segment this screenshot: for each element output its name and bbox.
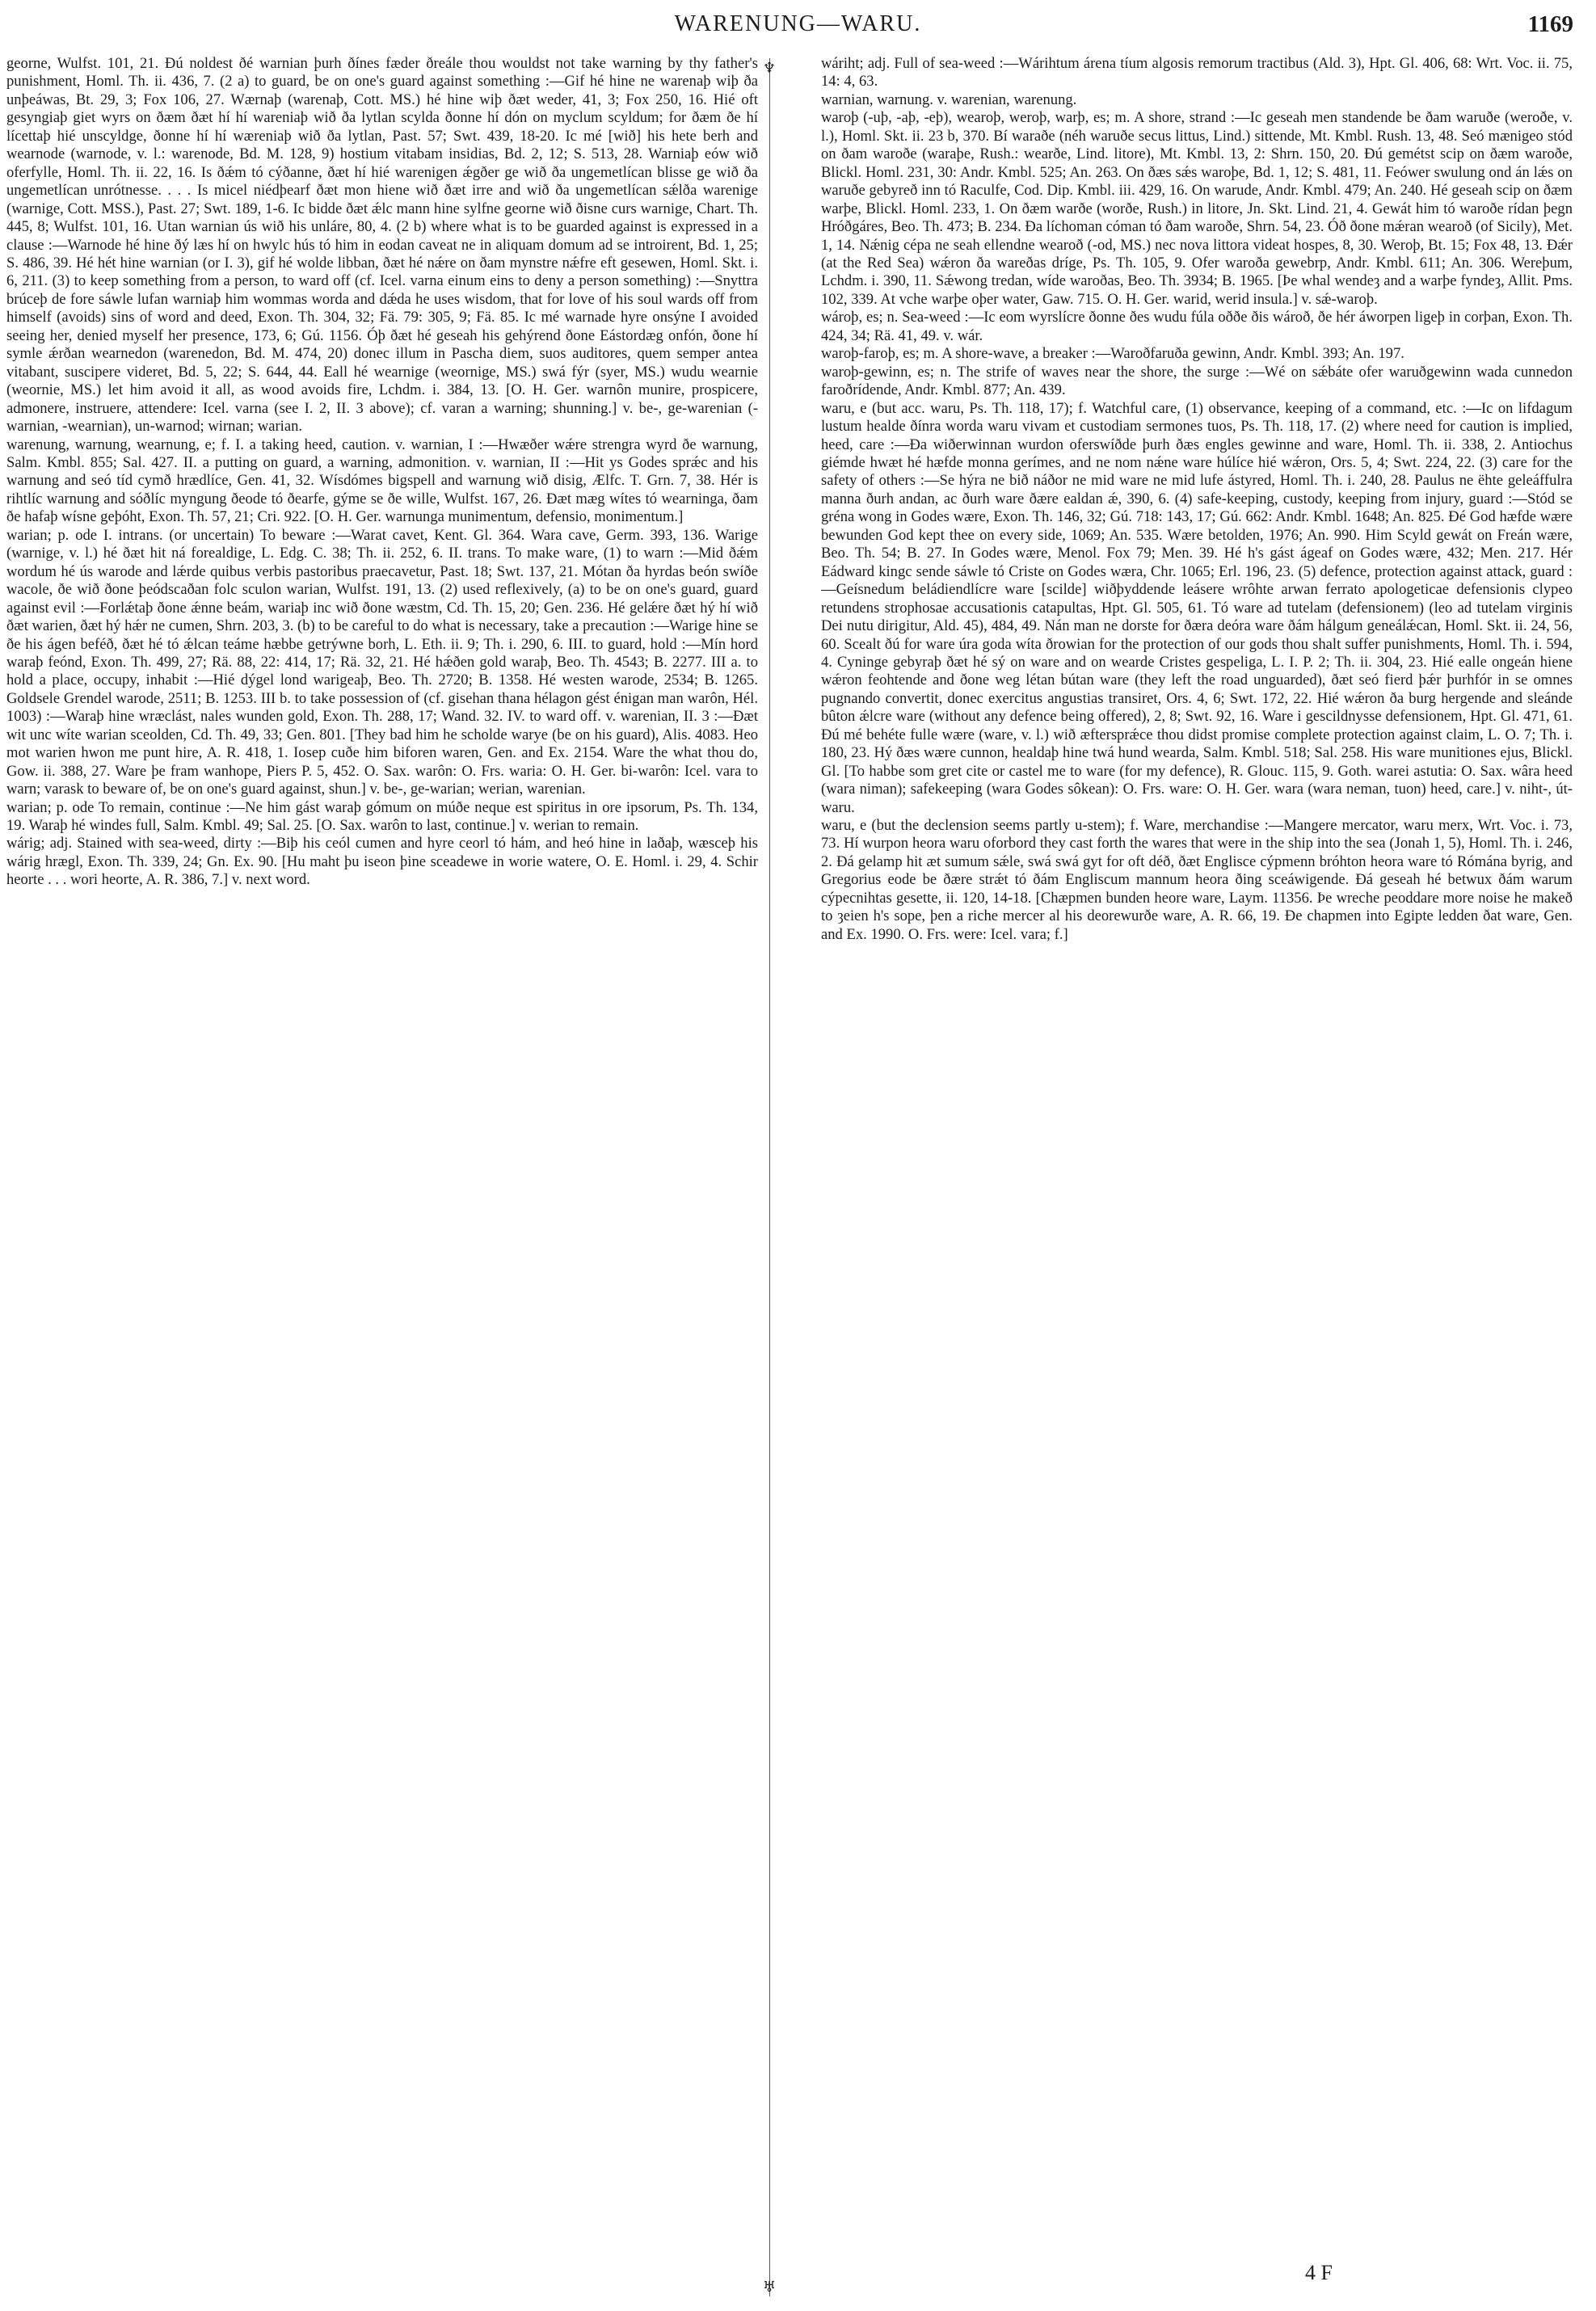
dictionary-entry: wároþ, es; n. Sea-weed :—Ic eom wyrslícre ðonne ðes wudu fúla oððe ðis wároð, ðe hér áworpen ligeþ in corþan, Exon. Th. 424, 34; Rä. 41, 49. v. wár. bbox=[821, 309, 1573, 344]
dictionary-entry: warian; p. ode To remain, continue :—Ne him gást waraþ gómum on múðe neque est spiritus in ore ipsorum, Ps. Th. 134, 19. Waraþ hé windes full, Salm. Kmbl. 49; Sal. 25. [O. Sax. warôn to last, continue.] v. werian to remain. bbox=[6, 798, 758, 835]
dictionary-entry: warenung, warnung, wearnung, e; f. I. a taking heed, caution. v. warnian, I :—Hwæðer wǽre strengra wyrd ðe warnung, Salm. Kmbl. 855; Sal. 427. II. a putting on guard, a warning, admonition. v. warnian, II :—Hit ys Godes sprǽc and his warnung and seó tíd cymð hrædlíce, Gen. 41, 32. Wísdómes bigspell and warnung wið disig, Ælfc. T. Grn. 7, 38. Hér is rihtlíc warnung and sóðlíc myngung ðeode tó ðearfe, gýme se ðe wille, Wulfst. 167, 26. Ðæt mæg wítes tó wearninga, ðam ðe hafaþ wísne geþóht, Exon. Th. 57, 21; Cri. 922. [O. H. Ger. warnunga munimentum, defensio, monimentum.] bbox=[6, 436, 758, 526]
dictionary-entry: waru, e (but the declension seems partly u-stem); f. Ware, merchandise :—Mangere mercator, waru merx, Wrt. Voc. i. 73, 73. Hí wurpon heora waru oforbord they cast forth the wares that were in the ship into the sea (Jonah 1, 5), Homl. Th. i. 246, 2. Ðá gelamp hit æt sumum sǽle, swá swá gyt for oft déð, ðæt Englisce cýpmenn bróhton heora ware tó Rómána byrig, and Gregorius eode be ðære strǽt tó ðám Engliscum mannum heora ðing sceáwigende. Ðá geseah hé betwux ðám warum cýpecnihtas gesette, ii. 120, 14-18. [Chæpmen bunden heore ware, Laym. 11356. Þe wreche peoddare more noise he makeð to ȝeien h's sope, þen a riche mercer al his deorewurðe ware, A. R. 66, 19. Ðe chapmen into Egipte ledden ðat ware, Gen. and Ex. 1990. O. Frs. were: Icel. vara; f.] bbox=[821, 817, 1573, 943]
column-divider bbox=[769, 58, 770, 2296]
top-ornament-icon: ♆ bbox=[762, 60, 777, 76]
page-header bbox=[0, 11, 1596, 44]
dictionary-entry: waroþ-faroþ, es; m. A shore-wave, a breaker :—Waroðfaruða gewinn, Andr. Kmbl. 393; An. 197. bbox=[821, 345, 1404, 363]
dictionary-entry: wáriht; adj. Full of sea-weed :—Wárihtum árena tíum algosis remorum tractibus (Ald. 3), Hpt. Gl. 406, 68: Wrt. Voc. ii. 75, 14: 4, 63. bbox=[821, 55, 1573, 91]
bottom-ornament-icon: ♅ bbox=[762, 2279, 777, 2295]
dictionary-entry: warnian, warnung. v. warenian, warenung. bbox=[821, 91, 1077, 108]
dictionary-entry: georne, Wulfst. 101, 21. Ðú noldest ðé warnian þurh ðínes fæder ðreále thou wouldst not take warning by thy father's punishment, Homl. Th. ii. 436, 7. (2 a) to guard, be on one's guard against something :—Gif hé hine ne warenaþ wiþ ða unþeáwas, Bt. 29, 3; Fox 106, 27. Wærnaþ (warenaþ, Cott. MS.) hé hine wiþ ðæt weder, 41, 3; Fox 250, 16. Hié oft gesyngiaþ giet wyrs on ðæm ðæt hí hí wareniaþ wið ða lytlan scylda ðonne hí dón on myclum scyldum; for ðæm ðe hí lícettaþ hié unscyldge, ðonne hí hí wæreniaþ wið ða lytlan, Past. 57; Swt. 439, 18-20. Ic mé [wið] his hete berh and wearnode (warnode, v. l.: warenode, Bd. M. 128, 9) hostium vitabam insidias, Bd. 2, 12; S. 513, 28. Warniaþ eów wið oferfylle, Homl. Th. ii. 22, 16. Is ðǽm tó cýðanne, ðæt hí hié warenigen ǽgðer ge wið ða ungemetlícan blisse ge wið ða ungemetlícan unrótnesse. . . . Is micel niédþearf ðæt mon hiene wið ðæt irre and wið ða ungemetlícan sǽlða warenige (warnige, Cott. MSS.), Past. 27; Swt. 189, 1-6. Ic bidde ðæt ǽlc mann hine sylfne georne wið ðisne curs warnige, Chart. Th. 445, 8; Wulfst. 101, 16. Utan warnian ús wið his unláre, 80, 4. (2 b) where what is to be guarded against is expressed in a clause :—Warnode hé hine ðý læs hí on hwylc hús tó him in eodan caveat ne in aliquam domum ad se introirent, Bd. 1, 25; S. 486, 39. Hé hét hine warnian (or I. 3), gif hé wolde libban, ðæt hé nǽre on ðam mynstre nǽfre eft gesewen, Homl. Skt. i. 6, 211. (3) to keep something from a person, to ward off (cf. Icel. varna einum eins to deny a person something) :—Snyttra brúceþ de fore sáwle lufan warniaþ him wommas worda and dǽda he uses wisdom, that for love of his soul wards off from himself (avoids) sins of word and deed, Exon. Th. 304, 32; Fä. 79: 305, 9; Fä. 85. Ic mé warnade hyre onsýne I avoided seeing her, denied myself her presence, 173, 6; Gú. 1156. Óþ ðæt hé geseah his gehýrend ðone Eástordæg onfón, ðone hí symle ǽrðan wearnedon (warenedon, Bd. M. 474, 20) donec illum in Pascha diem, suos auditores, quem semper antea vitabant, suscipere videret, Bd. 5, 22; S. 644, 44. Eall hé wearnige (weornige, MS.) swá fýr (syer, MS.) wudu wearnie (weornie, MS.) let him avoid it all, as wood avoids fire, Lchdm. i. 384, 13. [O. H. Ger. warnôn munire, prospicere, admonere, instruere, attendere: Icel. varna (see I. 2, II. 3 above); cf. varan a warning; shunning.] v. be-, ge-warenian (-warnian, -wearnian), un-warnod; wirnan; warian. bbox=[6, 55, 758, 436]
dictionary-entry: wárig; adj. Stained with sea-weed, dirty :—Biþ his ceól cumen and hyre ceorl tó hám, and heó hine in laðaþ, wæsceþ his wárig hrægl, Exon. Th. 339, 24; Gn. Ex. 90. [Hu maht þu iseon þine sceadewe in worie watere, O. E. Homl. i. 29, 4. Schir heorte . . . wori heorte, A. R. 386, 7.] v. next word. bbox=[6, 835, 758, 889]
dictionary-entry: waroþ-gewinn, es; n. The strife of waves near the shore, the surge :—Wé on sǽbáte ofer waruðgewinn wada cunnedon faroðrídende, Andr. Kmbl. 877; An. 439. bbox=[821, 363, 1573, 399]
dictionary-entry: waroþ (-uþ, -aþ, -eþ), wearoþ, weroþ, warþ, es; m. A shore, strand :—Ic geseah men standende be ðam waruðe (weroðe, v. l.), Homl. Skt. ii. 23 b, 370. Bí waraðe (néh waruðe secus littus, Lind.) sittende, Mt. Kmbl. Rush. 13, 48. Seó mænigeo stód on ðam waroðe (waraþe, Rush.: wearðe, Lind. litore), Mt. Kmbl. 13, 2: Shrn. 150, 20. Ðú gemétst scip on ðæm waroðe, Blickl. Homl. 231, 30: Andr. Kmbl. 525; An. 263. On ðæs sǽs waroþe, Bd. 1, 12; S. 481, 11. Feówer swulung ond án lǽs on waruðe gebyreð inn tó Raculfe, Cod. Dip. Kmbl. iii. 429, 16. On warude, Andr. Kmbl. 479; An. 240. Hé geseah scip on ðæm warþe, Blickl. Homl. 233, 1. On ðæm warðe (worðe, Rush.) in litore, Jn. Skt. Lind. 21, 4. Gewát him tó waroðe rídan þegn Hróðgáres, Beo. Th. 473; B. 234. Ða líchoman cóman tó ðam waroðe, Shrn. 54, 23. Óð ðone mǽran wearoð (of Sicily), Met. 1, 14. Nǽnig cépa ne seah ellendne wearoð (-od, MS.) nec nova littora videat hospes, 8, 30. Weroþ, Bt. 15; Fox 48, 13. Ðǽr (at the Red Sea) wǽron ða wareðas dríge, Ps. Th. 105, 9. Ofer waroða gewebrp, Andr. Kmbl. 611; An. 306. Wereþum, Lchdm. i. 390, 11. Sǽwong tredan, wíde waroðas, Beo. Th. 3934; B. 1965. [Þe whal wendeȝ and a warþe fyndeȝ, Allit. Pms. 102, 339. At vche warþe oþer water, Gaw. 715. O. H. Ger. warid, werid insula.] v. sǽ-waroþ. bbox=[821, 109, 1573, 308]
dictionary-entry: warian; p. ode I. intrans. (or uncertain) To beware :—Warat cavet, Kent. Gl. 364. Wara cave, Germ. 393, 136. Warige (warnige, v. l.) hé ðæt hit ná forealdige, L. Edg. C. 38; Th. ii. 252, 6. II. trans. To make ware, (1) to warn :—Mid ðǽm wordum hé ús warode and lǽrde quibus verbis pastoribus praecavetur, Past. 18; Swt. 137, 21. Mótan ða hyrdas beón swíðe wacole, ðe wið ðone þeódscaðan folc sculon warian, Wulfst. 191, 13. (2) used reflexively, (a) to be on one's guard, guard against evil :—Forlǽtaþ ðone ǽnne beám, wariaþ inc wið ðone wæstm, Cd. Th. 15, 20; Gen. 236. Hé gelǽre ðæt hý hí wið ðæt warien, ðæt hý hǽr ne cumen, Shrn. 203, 3. (b) to be careful to do what is necessary, take a precaution :—Warige hine se ðe his ágen beféð, ðæt hé tó ǽlcan teáme hæbbe getrýwne borh, L. Eth. ii. 9; Th. i. 290, 6. III. to guard, hold :—Mín hord waraþ feónd, Exon. Th. 499, 27; Rä. 88, 22: 414, 17; Rä. 32, 21. Hé hǽðen gold waraþ, Beo. Th. 4543; B. 2277. III a. to hold a place, occupy, inhabit :—Hié dýgel lond warigeaþ, Beo. Th. 2720; B. 1358. Hé westen warode, 2534; B. 1265. Goldsele Grendel warode, 2511; B. 1253. III b. to take possession of (cf. gisehan thana hélagon gést énigan man warôn, Hél. 1003) :—Waraþ hine wræclást, nales wunden gold, Exon. Th. 288, 17; Wand. 32. IV. to ward off. v. warenian, II. 3 :—Ðæt wit unc wíte warian sceolden, Cd. Th. 49, 33; Gen. 801. [They bad him he scholde warye (be on his guard), Alis. 4083. Heo mot warien hwon me punt hire, A. R. 418, 1. Iosep cuðe him biforen waren, Gen. and Ex. 2154. Ware the what thou do, Gow. ii. 388, 27. Ware þe fram wanhope, Piers P. 5, 452. O. Sax. warôn: O. Frs. waria: O. H. Ger. bi-warôn: Icel. vara to warn; varask to beware of, be on one's guard against, shun.] v. be-, ge-warian; werian, warenian. bbox=[6, 526, 758, 798]
left-column bbox=[6, 55, 758, 2261]
right-column bbox=[821, 55, 1573, 2261]
dictionary-entry: waru, e (but acc. waru, Ps. Th. 118, 17); f. Watchful care, (1) observance, keeping of a command, etc. :—Ic on lifdagum lustum healde ðínra worda waru vivam et custodiam sermones tuos, Ps. Th. 118, 17. (2) where need for caution is implied, heed, care :—Ða wiðerwinnan wurdon oferswíðde þurh ðæs engles gewinne and ware, Homl. Th. ii. 338, 2. Antiochus giémde hwæt hé hæfde monna gerímes, and ne nom nǽne ware húlíce hié wǽron, Ors. 5, 4; Swt. 224, 22. (3) care for the safety of others :—Se hýra ne bið náðor ne mid ware ne mid lufe ástyred, Homl. Th. i. 240, 28. Paulus ne ëhte geleáffulra manna ðurh andan, ac ðurh ware ðære ealdan ǽ, 390, 6. (4) safe-keeping, custody, keeping from injury, guard :—Stód se gréna wong in Godes wære, Exon. Th. 146, 32; Gú. 718: 143, 17; Gú. 662: Andr. Kmbl. 1648; An. 825. Ðé God hæfde wære bewunden God kept thee on every side, 1069; An. 535. Wære betolden, 1976; An. 990. Him Scyld gewát on Freán wære, Beo. Th. 54; B. 27. In Godes wære, Menol. Fox 79; Men. 39. Hé h's gást ágeaf on Godes wære, 432; Men. 217. Hér Eádward kingc sende sáwle tó Criste on Godes wæra, Chr. 1065; Erl. 196, 23. (5) defence, protection against attack, guard :—Geísnedum beládiendlícre ware [scilde] wiðþyddende leásere wrôhte arwan ferrato apologeticae defensionis clypeo retundens strophosae accusationis catapultas, Hpt. Gl. 505, 61. Tó ware ad tutelam (defensionem) (leo ad tutelam virginis Dei nutu dirigitur, Ald. 45), 484, 49. Nán man ne dorste for ðæra deóra ware ðám hálgum geneálǽcan, Homl. Skt. ii. 24, 56, 60. Scealt ðú for ware úra goda wíta ðrowian for the protection of our gods thou shalt suffer punishments, Homl. Th. i. 594, 4. Cyninge gebyraþ ðæt hé sý on ware and on wearde Cristes gespeliga, L. I. P. 2; Th. ii. 304, 23. Hié ealle ongeán hiene wǽron feohtende and ðone weg létan bútan ware (they left the road unguarded), ðæt seó fierd þǽr þurhfór in se omnes pugnando convertit, donec exercitus angustias transiret, Ors. 4, 6; Swt. 172, 22. Hié wǽron ða burg hergende and sleánde bûton ǽlcre ware (without any defence being offered), 2, 8; Swt. 92, 16. Ware i gescildnysse defensionem, Hpt. Gl. 471, 61. Ðú mé behéte fulle wære (ware, v. l.) wið æftersprǽce thou didst promise complete protection against claim, L. O. 7; Th. i. 180, 23. Hý ðæs wære cunnon, healdaþ hine twá hund wearda, Salm. Kmbl. 518; Sal. 258. His ware munitiones ejus, Blickl. Gl. [To habbe som gret cite or castel me to ware (for my defence), R. Glouc. 115, 9. Goth. warei astutia: O. Sax. wâra heed (wara niman); safekeeping (wara Godes sôkean): O. Frs. ware: O. H. Ger. wara (wara neman, tuon) heed, care.] v. niht-, út-waru. bbox=[821, 399, 1573, 816]
page-number: 1169 bbox=[1527, 11, 1573, 37]
signature-mark: 4 F bbox=[1305, 2261, 1333, 2284]
running-head: WARENUNG—WARU. bbox=[674, 11, 922, 36]
